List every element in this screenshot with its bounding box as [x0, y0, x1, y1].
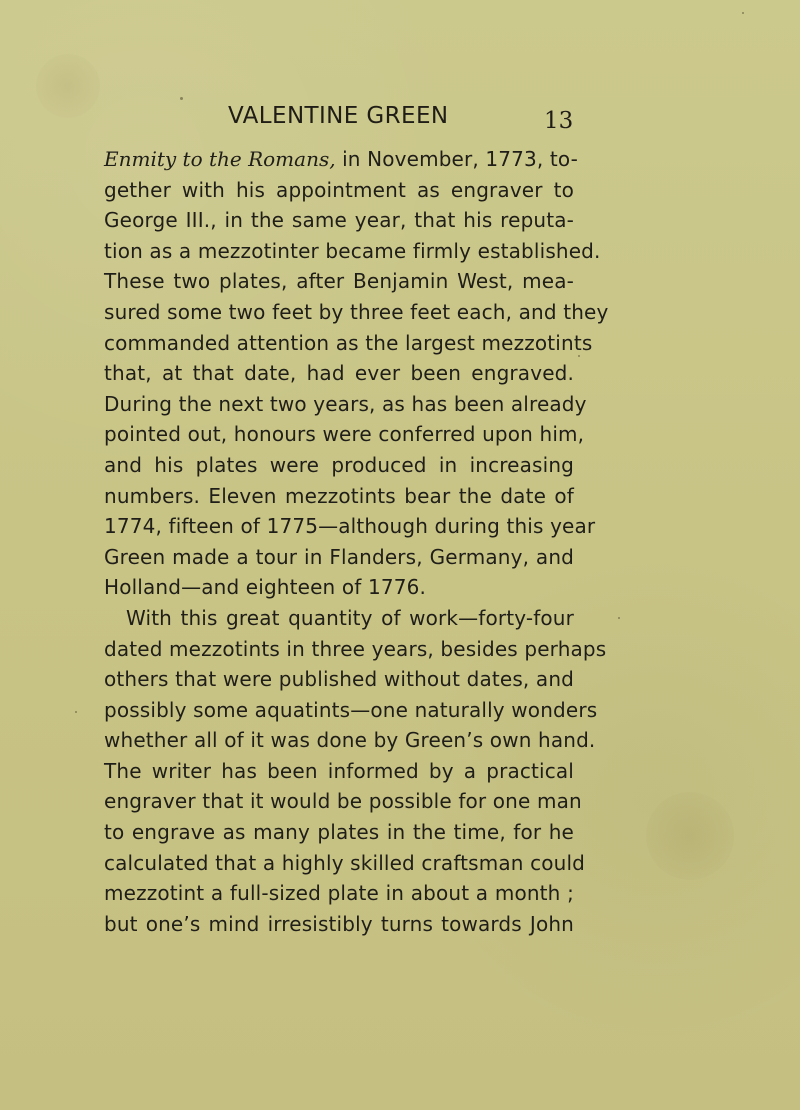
text-line: During the next two years, as has been already [104, 391, 587, 416]
paper-speck [578, 355, 580, 357]
text-line: tion as a mezzotinter became firmly established. [104, 238, 601, 263]
text-line: whether all of it was done by Green’s own hand. [104, 728, 596, 753]
text-line: mezzotint a full-sized plate in about a month ; [104, 881, 574, 906]
text-line: Holland—and eighteen of 1776. [104, 575, 426, 600]
text-line: The writer has been informed by a practical [104, 758, 574, 783]
paper-speck [618, 617, 620, 619]
text-line: that, at that date, had ever been engraved. [104, 361, 574, 386]
text-line: to engrave as many plates in the time, for he [104, 820, 574, 845]
text-line [104, 144, 579, 175]
text-line: dated mezzotints in three years, besides perhaps [104, 636, 607, 661]
text-line: commanded attention as the largest mezzotints [104, 330, 593, 355]
italic-title-reference: Enmity to the Romans, [104, 147, 336, 171]
text-line: but one’s mind irresistibly turns towards John [104, 911, 574, 936]
paper-stain [36, 54, 100, 118]
paper-stain [646, 792, 734, 880]
text-line: With this great quantity of work—forty-four [126, 605, 574, 630]
text-line: gether with his appointment as engraver to [104, 177, 574, 202]
text-line: calculated that a highly skilled craftsman could [104, 850, 586, 875]
text-line: and his plates were produced in increasing [104, 452, 574, 477]
text-line: engraver that it would be possible for one man [104, 789, 582, 814]
text-line: These two plates, after Benjamin West, mea- [104, 269, 574, 294]
line-continuation: in November, 1773, to- [335, 147, 579, 171]
text-line: sured some two feet by three feet each, and they [104, 299, 609, 324]
text-line: possibly some aquatints—one naturally wonders [104, 697, 598, 722]
body-text [104, 144, 609, 939]
running-title: VALENTINE GREEN [228, 103, 449, 129]
text-line: 1774, fifteen of 1775—although during this year [104, 514, 596, 539]
paper-speck [75, 711, 77, 713]
text-line: numbers. Eleven mezzotints bear the date of [104, 483, 574, 508]
text-line: others that were published without dates, and [104, 667, 574, 692]
paper-speck [180, 97, 183, 100]
text-line: Green made a tour in Flanders, Germany, and [104, 544, 574, 569]
text-line: George III., in the same year, that his reputa- [104, 208, 574, 233]
paper-speck [742, 12, 744, 14]
text-line: pointed out, honours were conferred upon him, [104, 422, 585, 447]
page-number: 13 [544, 108, 574, 134]
